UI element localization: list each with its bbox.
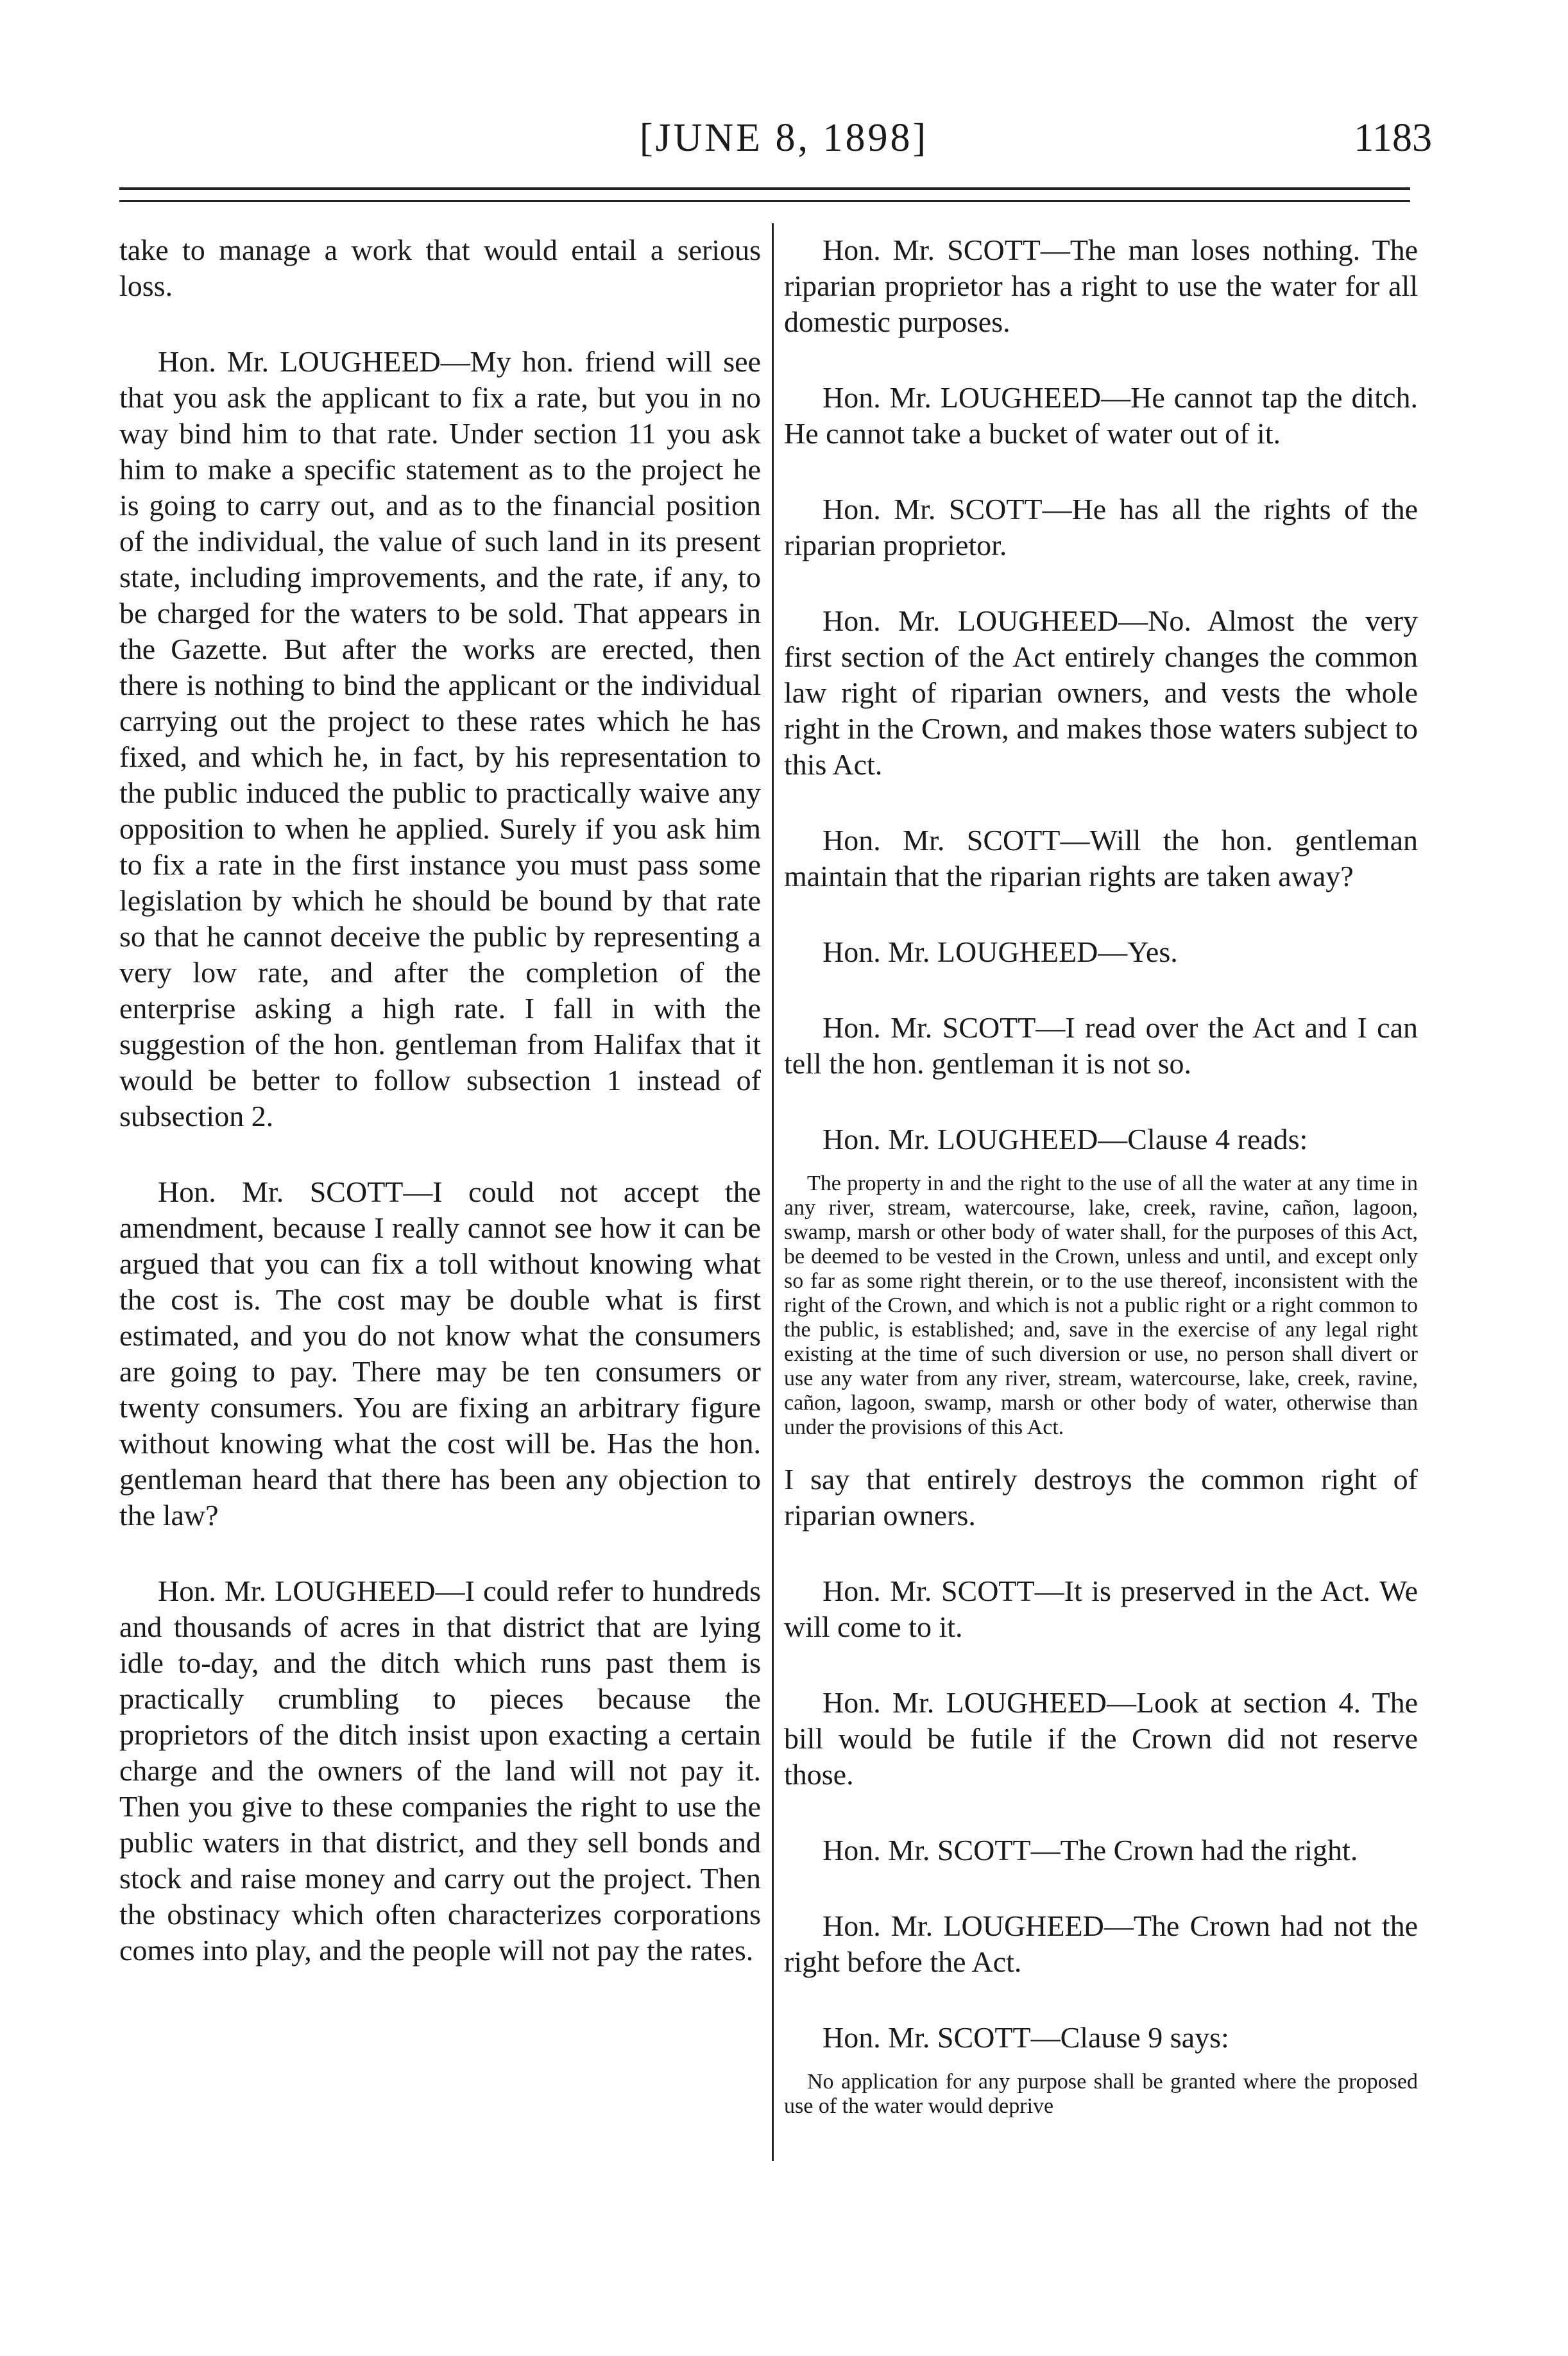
speech-paragraph: Hon. Mr. LOUGHEED—No. Almost the very first section of the Act entirely changes the common law right of riparian owners, and vests the whole right in the Crown, and makes those waters subject to this Act. [784, 604, 1419, 781]
speaker-name: Hon. Mr. LOUGHEED [822, 1909, 1104, 1942]
speech-paragraph: Hon. Mr. LOUGHEED—Yes. [822, 935, 1178, 968]
speech-paragraph: Hon. Mr. SCOTT—I read over the Act and I can tell the hon. gentleman it is not so. [784, 1011, 1418, 1080]
speaker-name: Hon. Mr. LOUGHEED [822, 1123, 1098, 1156]
speaker-name: Hon. Mr. SCOTT [822, 1575, 1035, 1607]
speech-paragraph: Hon. Mr. LOUGHEED—The Crown had not the right before the Act. [784, 1909, 1418, 1978]
speaker-name: Hon. Mr. LOUGHEED [822, 381, 1102, 414]
speaker-name: Hon. Mr. SCOTT [822, 1011, 1036, 1044]
speech-paragraph: Hon. Mr. SCOTT—It is preserved in the Act. We will come to it. [784, 1575, 1418, 1643]
speaker-name: Hon. Mr. LOUGHEED [158, 1575, 436, 1607]
paragraph: I say that entirely destroys the common right of riparian owners. [784, 1463, 1418, 1532]
speech-paragraph: Hon. Mr. LOUGHEED—My hon. friend will see that you ask the applicant to fix a rate, but you in no way bind him to that rate. Under section 11 you ask him to make a specific statement as to the project he is going to carry out, and as to the financial position of the individual, the value of such land in its present state, including improvements, and the rate, if any, to be charged for the waters to be sold. That appears in the Gazette. But after the works are erected, then there is nothing to bind the applicant or the individual carrying out the project to these rates which he has fixed, and which he, in fact, by his representation to the public induced the public to practically waive any opposition to when he applied. Surely if you ask him to fix a rate in the first instance you must pass some legislation by which he should be bound by that rate so that he cannot deceive the public by representing a very low rate, and after the completion of the enterprise asking a high rate. I fall in with the suggestion of the hon. gentleman from Halifax that it would be better to follow subsection 1 instead of subsection 2. [119, 345, 761, 1132]
speech-paragraph: Hon. Mr. LOUGHEED—Look at section 4. The bill would be futile if the Crown did not reserve those. [784, 1686, 1418, 1791]
speech-paragraph: Hon. Mr. SCOTT—The Crown had the right. [822, 1834, 1358, 1866]
header-rule-top [119, 187, 1410, 190]
page-number: 1183 [1354, 116, 1432, 160]
right-column [784, 232, 1418, 2119]
speech-paragraph: Hon. Mr. SCOTT—I could not accept the amendment, because I really cannot see how it can be argued that you can fix a toll without knowing what the cost is. The cost may be double what is first estimated, and you do not know what the consumers are going to pay. There may be ten consumers or twenty consumers. You are fixing an arbitrary figure without knowing what the cost will be. Has the hon. gentleman heard that there has been any objection to the law? [119, 1175, 761, 1532]
speaker-name: Hon. Mr. SCOTT [158, 1175, 404, 1208]
speaker-name: Hon. Mr. SCOTT [822, 234, 1041, 266]
column-divider [772, 223, 774, 2161]
speech-paragraph: Hon. Mr. LOUGHEED—Clause 4 reads: [822, 1123, 1308, 1156]
speaker-name: Hon. Mr. SCOTT [822, 1834, 1031, 1866]
quoted-clause: No application for any purpose shall be granted where the proposed use of the water would deprive [784, 2070, 1418, 2118]
speaker-name: Hon. Mr. LOUGHEED [158, 345, 441, 378]
header-rule-bottom [119, 200, 1410, 202]
speaker-name: Hon. Mr. LOUGHEED [822, 1686, 1107, 1719]
speech-paragraph: Hon. Mr. SCOTT—Will the hon. gentleman maintain that the riparian rights are taken away? [784, 824, 1418, 892]
quoted-clause: The property in and the right to the use of all the water at any time in any river, stream, watercourse, lake, creek, ravine, cañon, lagoon, swamp, marsh or other body of water shall, for the purposes of this Act, be deemed to be vested in the Crown, unless and until, and except only so far as some right therein, or to the use thereof, inconsistent with the right of the Crown, and which is not a public right or a right common to the public, is established; and, save in the exercise of any legal right existing at the time of such diversion or use, no person shall divert or use any water from any river, stream, watercourse, lake, creek, ravine, cañon, lagoon, swamp, marsh or other body of water, otherwise than under the provisions of this Act. [784, 1172, 1418, 1439]
left-column [119, 232, 761, 2008]
speaker-name: Hon. Mr. SCOTT [822, 2021, 1031, 2054]
speech-paragraph: Hon. Mr. SCOTT—He has all the rights of the riparian proprietor. [784, 493, 1418, 561]
speaker-name: Hon. Mr. LOUGHEED [822, 604, 1119, 637]
speaker-name: Hon. Mr. SCOTT [822, 493, 1043, 525]
speech-paragraph: Hon. Mr. SCOTT—The man loses nothing. The riparian proprietor has a right to use the water for all domestic purposes. [784, 234, 1418, 338]
speaker-name: Hon. Mr. SCOTT [822, 824, 1061, 857]
running-header-date: [JUNE 8, 1898] [639, 116, 929, 160]
speech-paragraph: Hon. Mr. LOUGHEED—He cannot tap the ditch. He cannot take a bucket of water out of it. [784, 381, 1418, 450]
speech-paragraph: Hon. Mr. SCOTT—Clause 9 says: [822, 2021, 1229, 2054]
paragraph: take to manage a work that would entail a serious loss. [119, 234, 761, 302]
speech-paragraph: Hon. Mr. LOUGHEED—I could refer to hundreds and thousands of acres in that district that are lying idle to-day, and the ditch which runs past them is practically crumbling to pieces because the proprietors of the ditch insist upon exacting a certain charge and the owners of the land will not pay it. Then you give to these companies the right to use the public waters in that district, and they sell bonds and stock and raise money and carry out the project. Then the obstinacy which often characterizes corporations comes into play, and the people will not pay the rates. [119, 1575, 761, 1967]
speaker-name: Hon. Mr. LOUGHEED [822, 935, 1098, 968]
